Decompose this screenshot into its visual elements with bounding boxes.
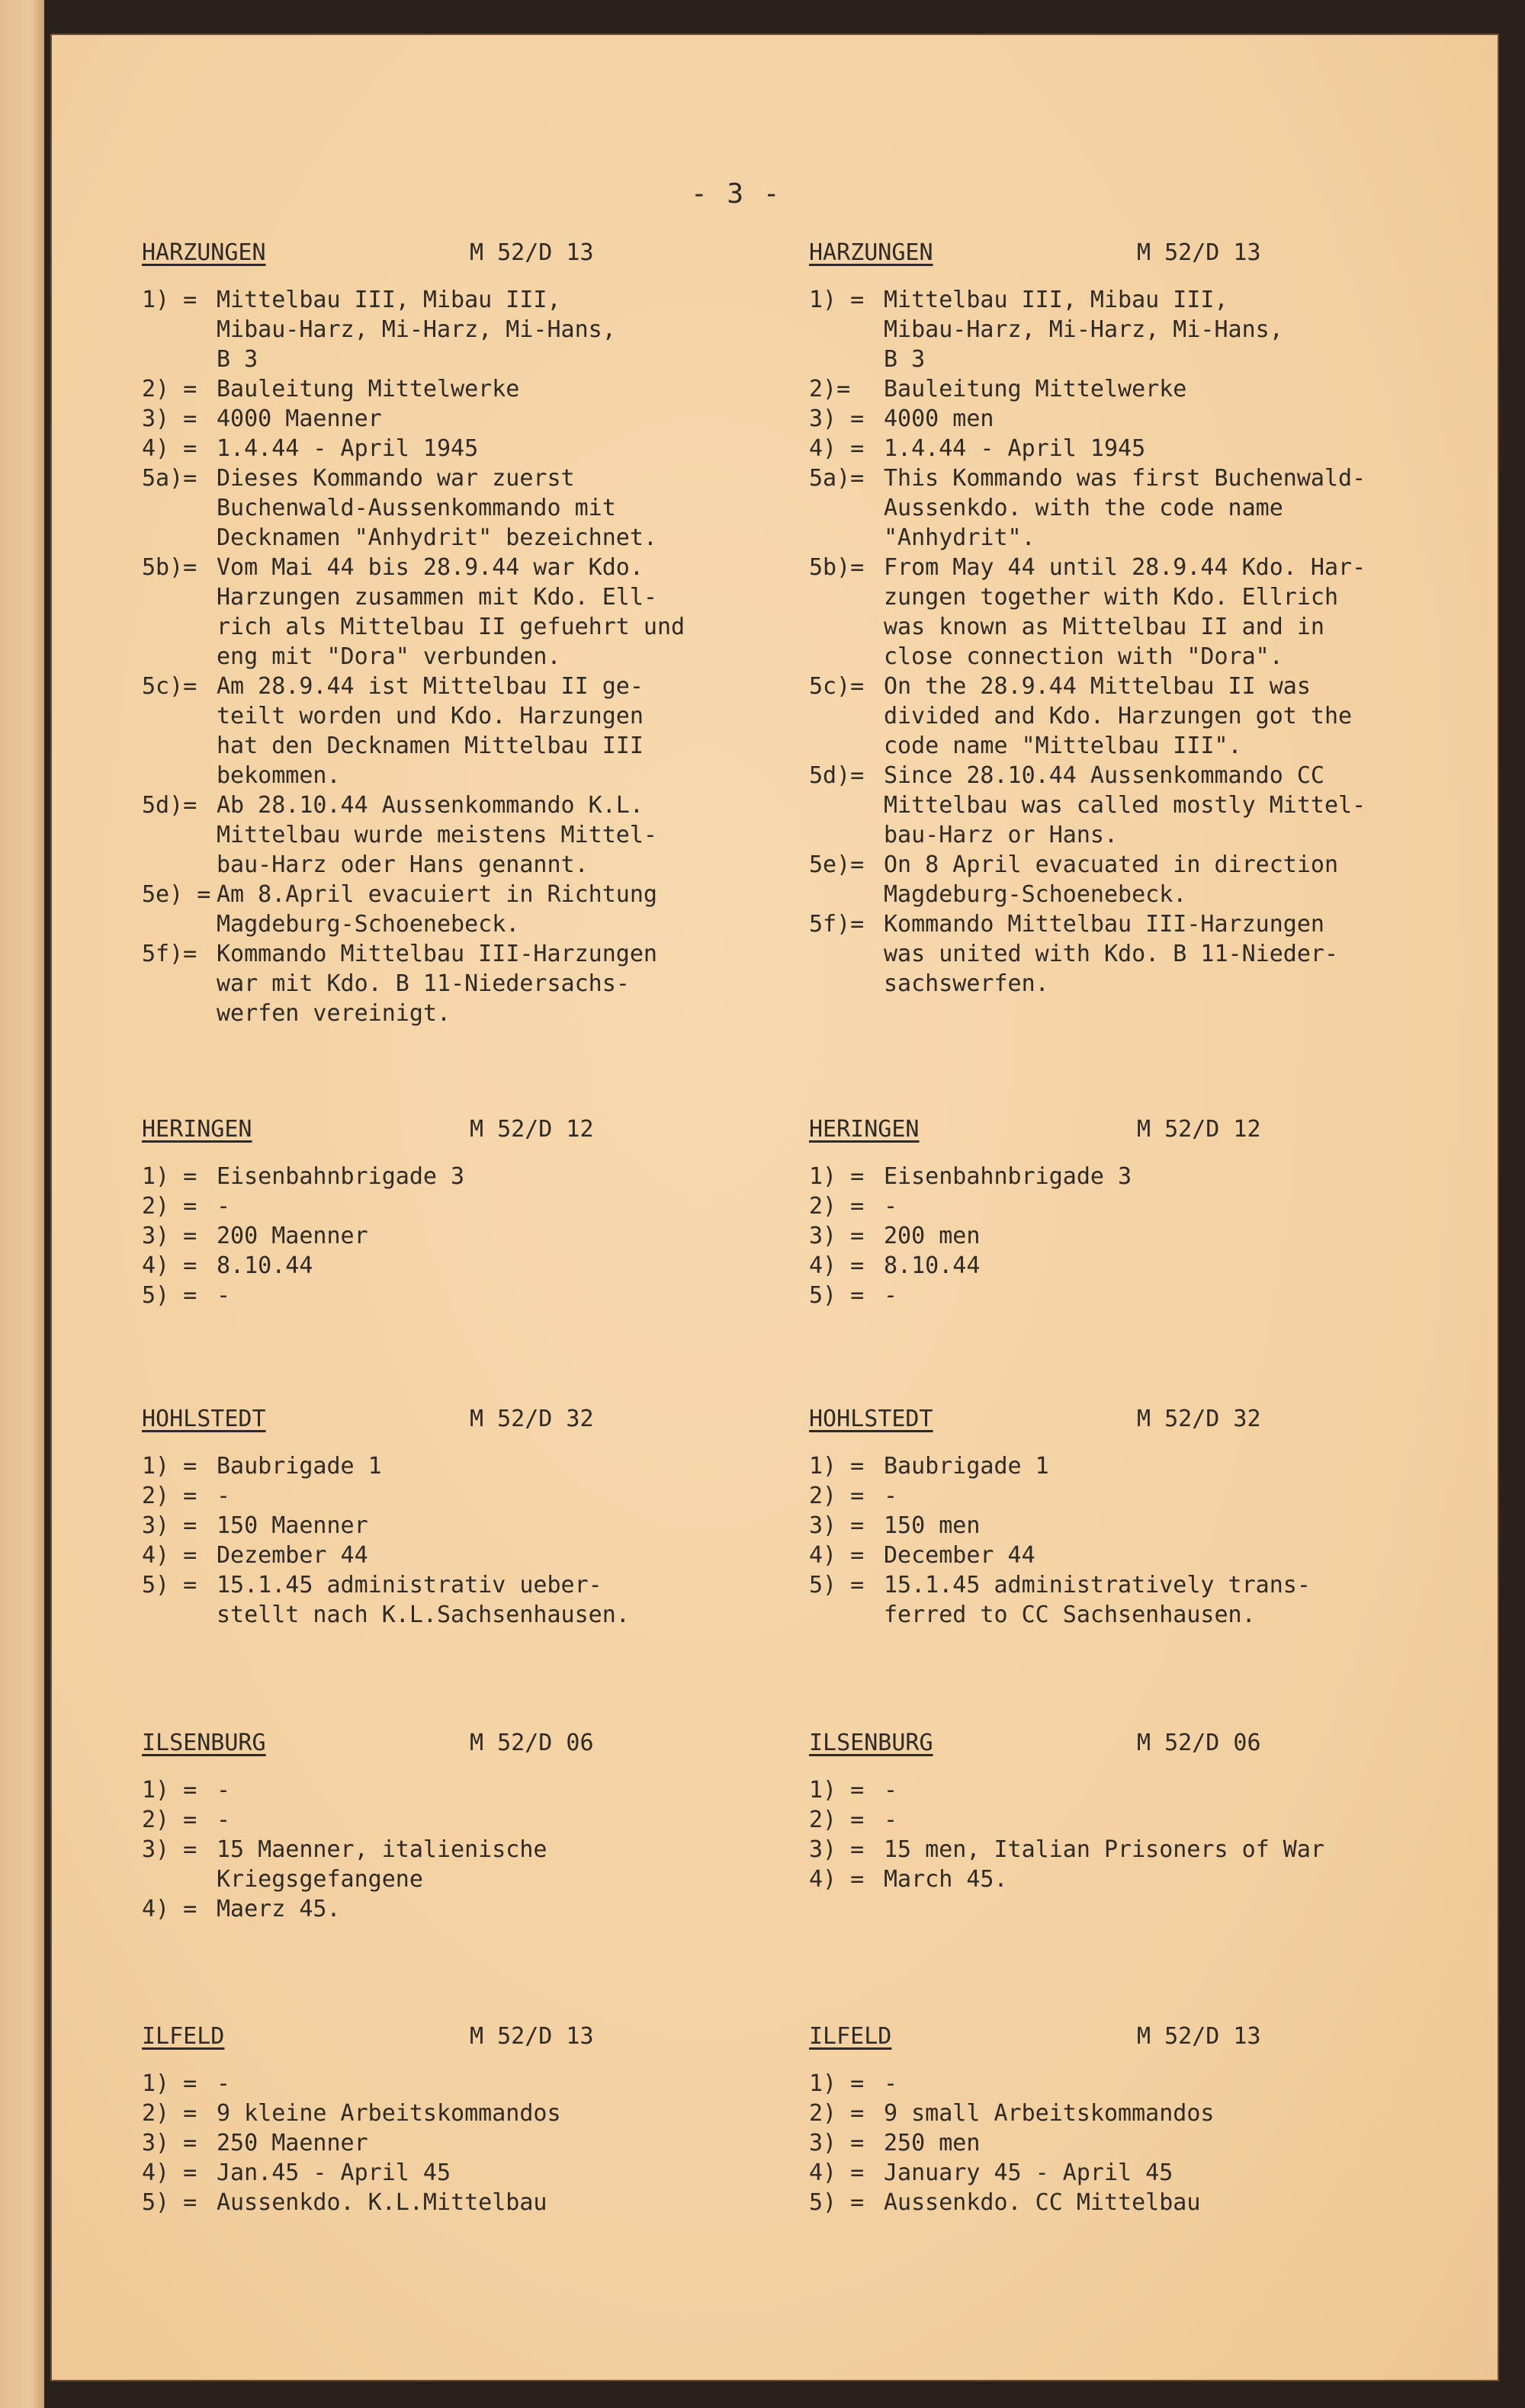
camp-entry-header [142,1730,828,1775]
entry-item [142,2069,828,2099]
item-text: 1.4.44 - April 1945 [884,435,1146,462]
item-number: 5f)= [142,941,197,967]
entry-item [142,880,828,939]
file-code: M 52/D 13 [1137,239,1261,266]
item-number: 1) = [809,1163,865,1190]
item-text: - [884,2070,898,2097]
entry-item [809,1570,1495,1630]
item-number: 5) = [142,2189,197,2216]
item-number: 5) = [142,1572,197,1598]
item-number: 5c)= [142,673,197,700]
item-number: 4) = [142,2160,197,2186]
file-code: M 52/D 06 [470,1730,594,1756]
entry-item [809,1775,1495,1805]
item-text: Baubrigade 1 [217,1453,382,1480]
camp-name: HOHLSTEDT [142,1406,266,1432]
file-code: M 52/D 32 [1137,1406,1261,1432]
item-text: 15 Maenner, italienische Kriegsgefangene [217,1836,547,1893]
item-text: Baubrigade 1 [884,1453,1049,1480]
item-number: 2) = [809,1193,865,1220]
item-number: 1) = [809,1777,865,1804]
entry-item [142,434,828,463]
entry-items [142,1451,828,1630]
entry-item [809,1191,1495,1221]
entry-item [142,1451,828,1481]
entry-item [142,790,828,880]
item-number: 3) = [142,2130,197,2156]
entry-item [809,434,1495,463]
item-text: 250 Maenner [217,2130,368,2156]
camp-entry-header [142,1116,828,1162]
item-text: - [217,1483,231,1509]
entry-item [809,761,1495,850]
item-number: 3) = [809,1223,865,1249]
entry-item [142,2099,828,2128]
item-number: 5d)= [809,762,865,789]
item-text: - [217,2070,231,2097]
item-text: 200 men [884,1223,981,1249]
entry-item [809,1281,1495,1310]
file-code: M 52/D 13 [1137,2023,1261,2050]
entry-item [809,1835,1495,1865]
item-number: 4) = [809,435,865,462]
item-number: 4) = [142,1252,197,1279]
entry-item [809,1511,1495,1541]
camp-entry-header [142,2023,828,2069]
entry-item [809,1251,1495,1281]
item-text: December 44 [884,1542,1035,1569]
item-text: Since 28.10.44 Aussenkommando CC Mittelbau was called mostly Mittel- bau-Harz or Hans. [884,762,1366,848]
camp-entry [809,1116,1495,1310]
item-text: Eisenbahnbrigade 3 [217,1163,465,1190]
entry-items [809,1451,1495,1630]
entry-item [809,909,1495,999]
camp-name: ILFELD [809,2023,892,2050]
camp-name: ILFELD [142,2023,225,2050]
item-number: 5a)= [809,465,865,492]
entry-item [142,1541,828,1570]
item-text: Maerz 45. [217,1896,341,1922]
entry-item [809,672,1495,761]
item-number: 5e)= [809,851,865,878]
item-number: 5e) = [142,881,211,908]
entry-items [809,1162,1495,1310]
item-text: - [884,1483,898,1509]
item-text: 9 small Arbeitskommandos [884,2100,1215,2127]
item-text: Dezember 44 [217,1542,368,1569]
item-number: 2) = [809,1483,865,1509]
entry-item [142,463,828,553]
item-number: 4) = [809,1866,865,1893]
file-code: M 52/D 32 [470,1406,594,1432]
camp-entry-header [142,239,828,285]
item-text: Aussenkdo. K.L.Mittelbau [217,2189,547,2216]
entry-item [142,1221,828,1251]
item-text: Bauleitung Mittelwerke [884,376,1187,402]
entry-item [809,285,1495,374]
entry-item [809,1162,1495,1191]
item-text: 9 kleine Arbeitskommandos [217,2100,561,2127]
entry-item [809,2128,1495,2158]
entry-item [809,2099,1495,2128]
entry-item [809,374,1495,404]
file-code: M 52/D 13 [470,2023,594,2050]
item-number: 3) = [809,2130,865,2156]
entry-item [142,2158,828,2188]
item-number: 1) = [142,1163,197,1190]
entry-item [142,553,828,672]
item-number: 3) = [809,1836,865,1863]
camp-entry [142,1730,828,1924]
item-text: 200 Maenner [217,1223,368,1249]
camp-entry [809,1730,1495,1894]
entry-item [142,1894,828,1924]
item-number: 4) = [809,1542,865,1569]
camp-entry [809,2023,1495,2217]
item-text: Am 28.9.44 ist Mittelbau II ge- teilt worden und Kdo. Harzungen hat den Decknamen Mittelbau III bekommen. [217,673,644,789]
entry-item [809,1805,1495,1835]
item-number: 2) = [142,376,197,402]
item-number: 1) = [142,2070,197,2097]
entry-item [809,1221,1495,1251]
item-number: 5) = [142,1282,197,1309]
file-code: M 52/D 12 [1137,1116,1261,1143]
camp-entry [142,2023,828,2217]
item-text: Am 8.April evacuiert in Richtung Magdeburg-Schoenebeck. [217,881,657,938]
item-number: 1) = [809,1453,865,1480]
file-code: M 52/D 12 [470,1116,594,1143]
item-number: 4) = [809,1252,865,1279]
item-number: 5b)= [142,554,197,581]
item-text: 150 Maenner [217,1512,368,1539]
item-text: 8.10.44 [884,1252,981,1279]
entry-item [142,2128,828,2158]
file-code: M 52/D 13 [470,239,594,266]
item-text: On 8 April evacuated in direction Magdeburg-Schoenebeck. [884,851,1339,908]
item-number: 3) = [142,406,197,432]
entry-item [142,285,828,374]
item-text: Ab 28.10.44 Aussenkommando K.L. Mittelbau wurde meistens Mittel- bau-Harz oder Hans genannt. [217,792,657,878]
camp-name: HERINGEN [809,1116,920,1143]
camp-entry [142,1116,828,1310]
item-text: Mittelbau III, Mibau III, Mibau-Harz, Mi-Harz, Mi-Hans, B 3 [884,287,1283,373]
entry-item [809,1481,1495,1511]
item-number: 2) = [809,2100,865,2127]
camp-entry-header [809,1406,1495,1451]
item-text: On the 28.9.44 Mittelbau II was divided and Kdo. Harzungen got the code name "Mittelbau III". [884,673,1353,759]
item-text: Kommando Mittelbau III-Harzungen was united with Kdo. B 11-Nieder- sachswerfen. [884,911,1339,997]
camp-name: ILSENBURG [809,1730,933,1756]
camp-entry-header [809,239,1495,285]
item-text: Vom Mai 44 bis 28.9.44 war Kdo. Harzungen zusammen mit Kdo. Ell- rich als Mittelbau II gefuehrt und eng mit "Dora" verbunden. [217,554,685,670]
item-text: From May 44 until 28.9.44 Kdo. Har- zungen together with Kdo. Ellrich was known as Mittelbau II and in close connection with "Dora". [884,554,1366,670]
item-text: - [217,1777,231,1804]
document-page [50,34,1499,2381]
entry-items [809,2069,1495,2217]
item-text: 1.4.44 - April 1945 [217,435,479,462]
entry-items [142,1162,828,1310]
camp-entry-header [809,1116,1495,1162]
item-text: - [217,1282,231,1309]
entry-item [142,1835,828,1894]
item-text: Jan.45 - April 45 [217,2160,451,2186]
item-number: 1) = [142,1777,197,1804]
item-number: 1) = [809,287,865,313]
entry-item [142,1281,828,1310]
item-text: 4000 men [884,406,994,432]
entry-item [142,1775,828,1805]
item-number: 4) = [809,2160,865,2186]
item-number: 5d)= [142,792,197,819]
item-number: 4) = [142,435,197,462]
entry-item [142,374,828,404]
item-text: Aussenkdo. CC Mittelbau [884,2189,1201,2216]
item-number: 2) = [142,1193,197,1220]
camp-name: HOHLSTEDT [809,1406,933,1432]
item-text: - [884,1807,898,1833]
camp-name: ILSENBURG [142,1730,266,1756]
item-text: Kommando Mittelbau III-Harzungen war mit Kdo. B 11-Niedersachs- werfen vereinigt. [217,941,657,1027]
item-number: 3) = [809,406,865,432]
camp-entry [809,1406,1495,1630]
entry-item [142,1251,828,1281]
item-number: 1) = [142,287,197,313]
entry-item [142,1570,828,1630]
item-text: 15 men, Italian Prisoners of War [884,1836,1324,1863]
item-text: 8.10.44 [217,1252,313,1279]
item-text: January 45 - April 45 [884,2160,1173,2186]
item-text: Mittelbau III, Mibau III, Mibau-Harz, Mi-Harz, Mi-Hans, B 3 [217,287,616,373]
camp-entry-header [809,2023,1495,2069]
item-text: - [884,1282,898,1309]
item-number: 3) = [809,1512,865,1539]
item-text: Dieses Kommando war zuerst Buchenwald-Aussenkommando mit Decknamen "Anhydrit" bezeichnet. [217,465,657,551]
camp-entry-header [809,1730,1495,1775]
entry-items [809,285,1495,999]
item-number: 1) = [142,1453,197,1480]
entry-items [142,2069,828,2217]
camp-entry [809,239,1495,999]
item-number: 5a)= [142,465,197,492]
item-number: 2) = [142,1483,197,1509]
entry-item [142,2188,828,2217]
item-text: - [884,1193,898,1220]
item-number: 3) = [142,1223,197,1249]
item-number: 5c)= [809,673,865,700]
item-text: Eisenbahnbrigade 3 [884,1163,1132,1190]
file-code: M 52/D 06 [1137,1730,1261,1756]
entry-item [809,463,1495,553]
item-text: Bauleitung Mittelwerke [217,376,520,402]
item-number: 2) = [809,1807,865,1833]
item-number: 4) = [142,1542,197,1569]
entry-item [142,404,828,434]
entry-item [142,1191,828,1221]
item-text: - [884,1777,898,1804]
item-number: 5) = [809,2189,865,2216]
entry-item [809,553,1495,672]
item-text: This Kommando was first Buchenwald- Aussenkdo. with the code name "Anhydrit". [884,465,1366,551]
item-text: March 45. [884,1866,1008,1893]
item-number: 3) = [142,1512,197,1539]
entry-item [809,2158,1495,2188]
item-number: 2) = [142,1807,197,1833]
entry-items [142,285,828,1028]
item-number: 2)= [809,376,851,402]
camp-entry-header [142,1406,828,1451]
item-text: 15.1.45 administratively trans- ferred to CC Sachsenhausen. [884,1572,1311,1628]
entry-item [809,1541,1495,1570]
entry-item [142,1481,828,1511]
entry-item [142,672,828,790]
entry-item [809,850,1495,909]
entry-item [142,1162,828,1191]
item-text: 150 men [884,1512,981,1539]
camp-entry [142,239,828,1028]
previous-page-edge [0,0,44,2408]
entry-items [142,1775,828,1924]
item-number: 4) = [142,1896,197,1922]
entry-item [809,1451,1495,1481]
item-number: 5f)= [809,911,865,938]
entry-item [142,1511,828,1541]
item-number: 2) = [142,2100,197,2127]
item-text: 4000 Maenner [217,406,382,432]
camp-name: HARZUNGEN [809,239,933,266]
item-text: 15.1.45 administrativ ueber- stellt nach K.L.Sachsenhausen. [217,1572,630,1628]
item-number: 1) = [809,2070,865,2097]
entry-items [809,1775,1495,1894]
page-number: - 3 - [691,178,782,210]
item-text: 250 men [884,2130,981,2156]
item-number: 5) = [809,1572,865,1598]
entry-item [809,2188,1495,2217]
entry-item [809,404,1495,434]
camp-name: HERINGEN [142,1116,252,1143]
entry-item [142,1805,828,1835]
item-number: 5) = [809,1282,865,1309]
entry-item [142,939,828,1028]
item-text: - [217,1807,231,1833]
entry-item [809,1865,1495,1894]
item-number: 5b)= [809,554,865,581]
camp-entry [142,1406,828,1630]
entry-item [809,2069,1495,2099]
item-text: - [217,1193,231,1220]
item-number: 3) = [142,1836,197,1863]
camp-name: HARZUNGEN [142,239,266,266]
